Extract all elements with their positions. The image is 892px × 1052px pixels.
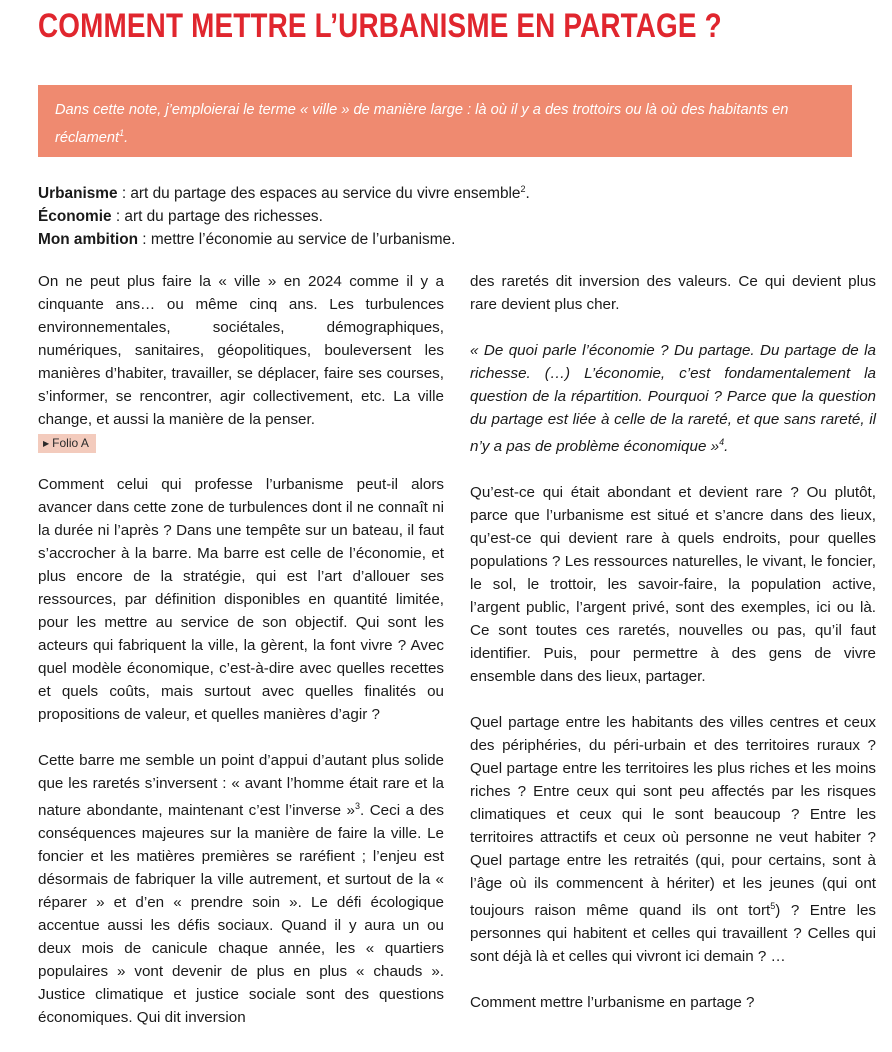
intro-text: Dans cette note, j’emploierai le terme « ville » de manière large : là où il y a des trottoirs ou là où des habitants en réclament (55, 102, 789, 146)
paragraph-text: Quel partage entre les habitants des villes centres et ceux des périphéries, du péri-urbain et des territoires ruraux ? Quel partage entre les territoires les plus riches et les moins riches ? Entre ceux qui sont peu affectés par les risques climatiques et ceux qui le sont beaucoup ? Entre les territoires attractifs et ceux où personne ne veut habiter ? Quel partage entre les retraités (qui, pour certains, sont à l’âge où ils commencent à hériter) et les jeunes (qui ont toujours raison même quand ils ont tort (470, 714, 876, 920)
footnote-ref[interactable]: 2 (520, 184, 526, 194)
footnote-ref[interactable]: 4 (719, 437, 725, 447)
quote (470, 339, 876, 458)
definition-ambition (38, 228, 852, 251)
quote-text: « De quoi parle l’économie ? Du partage. Du partage de la richesse. (…) L’économie, c’est fondamentalement la question de la répartition. Pourquoi ? Parce que la question du partage est liée à celle de la rareté, et que sans rareté, il n’y a pas de problème économique » (470, 342, 876, 456)
definition-separator: : (138, 231, 151, 249)
paragraph-text: ) ? Entre les personnes qui habitent et celles qui travaillent ? Celles qui sont déjà là et celles qui vivront ici demain ? … (470, 902, 876, 966)
paragraph: Comment celui qui professe l’urbanisme peut-il alors avancer dans cette zone de turbulences dont il ne connaît ni la durée ni l’après ? Dans une tempête sur un bateau, il faut s’accrocher à la barre. Ma barre est celle de l’économie, et plus encore de la stratégie, qui est l’art d’allouer ses ressources, par définition disponibles en quantité limitée, pour les mettre au service de son objectif. Qui sont les acteurs qui fabriquent la ville, la gèrent, la font vivre ? Avec quel modèle économique, c’est-à-dire avec quelles recettes et quels coûts, mais surtout avec quelles finalités ou propositions de valeur, et quelles manières d’agir ? (38, 476, 444, 723)
footnote-ref[interactable]: 1 (119, 128, 125, 138)
definition-economie (38, 205, 852, 228)
paragraph: des raretés dit inversion des valeurs. Ce qui devient plus rare devient plus cher. (470, 273, 876, 313)
definitions (38, 178, 852, 251)
definition-separator: : (111, 208, 125, 226)
folio-a-link[interactable] (38, 434, 96, 453)
definition-text: art du partage des espaces au service du vivre ensemble (130, 185, 521, 203)
closing-question: Comment mettre l’urbanisme en partage ? (470, 994, 755, 1012)
intro-end: . (124, 129, 129, 146)
paragraph (470, 711, 876, 968)
paragraph: Qu’est-ce qui était abondant et devient rare ? Ou plutôt, parce que l’urbanisme est situé et s’ancre dans des lieux, qu’est-ce qui devient rare à quels endroits, pour quelles populations ? Les ressources naturelles, le vivant, le foncier, le sol, le trottoir, les savoir-faire, la population active, l’argent public, l’argent privé, sont des exemples, ici ou là. Ce sont toutes ces raretés, nouvelles ou pas, qu’il faut identifier. Puis, pour permettre à des gens de vivre ensemble dans des lieux, partager. (470, 484, 876, 686)
paragraph (38, 749, 444, 1029)
paragraph-text: Cette barre me semble un point d’appui d’autant plus solide que les raretés s’inversent : « avant l’homme était rare et la nature abondante, maintenant c’est l’inverse » (38, 752, 444, 820)
page-title: COMMENT METTRE L’URBANISME EN PARTAGE ? (38, 7, 722, 45)
definition-separator: : (117, 185, 131, 203)
quote-end: . (724, 438, 729, 456)
left-column (38, 270, 444, 1052)
paragraph-text: . Ceci a des conséquences majeures sur la manière de faire la ville. Le foncier et les matières premières se raréfient ; l’enjeu est désormais de fabriquer la ville autrement, et surtout de la « réparer » et d’en « prendre soin ». Le défi écologique accentue aussi les défis sociaux. Quand il y aura un ou deux mois de canicule chaque année, les « quartiers populaires » vont devenir de plus en plus « chauds ». Justice climatique et justice sociale sont des questions économiques. Qui dit inversion (38, 802, 444, 1027)
paragraph: On ne peut plus faire la « ville » en 2024 comme il y a cinquante ans… ou même cinq ans. Les turbulences environnementales, sociétales, démographiques, numériques, sanitaires, géopolitiques, bouleversent les manières d’habiter, travailler, se déplacer, faire ses courses, s’informer, se rencontrer, agir collectivement, etc. La ville change, et aussi la manière de la penser. (38, 273, 444, 428)
definition-urbanisme (38, 178, 852, 205)
definition-text: mettre l’économie au service de l’urbanisme. (150, 231, 456, 249)
right-column (470, 270, 876, 1037)
folio-label: Folio A (52, 436, 89, 450)
footnote-ref[interactable]: 5 (770, 901, 776, 912)
intro-box (38, 85, 852, 157)
footnote-ref[interactable]: 3 (355, 801, 361, 811)
definition-term: Urbanisme (38, 185, 118, 203)
definition-term: Économie (38, 208, 112, 226)
definition-end: . (525, 185, 530, 203)
definition-text: art du partage des richesses. (124, 208, 323, 226)
triangle-right-icon: ▶ (43, 439, 50, 448)
definition-term: Mon ambition (38, 231, 139, 249)
